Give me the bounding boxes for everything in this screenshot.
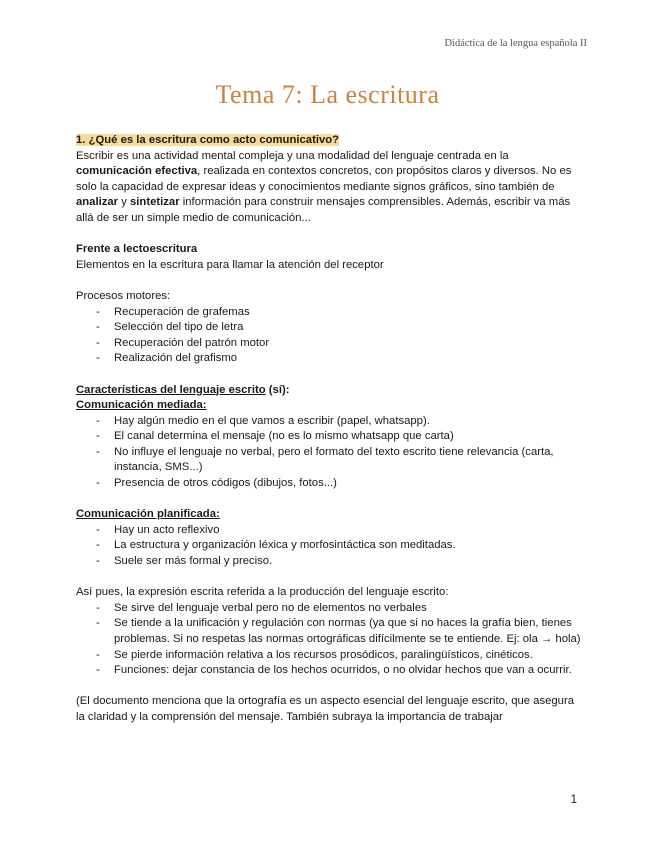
- intro-text: Escribir es una actividad mental compleja y una modalidad del lenguaje centrada en la: [76, 149, 509, 162]
- expresion-list: [76, 601, 582, 679]
- lectoescritura-heading: Frente a lectoescritura: [76, 243, 198, 256]
- intro-bold: analizar: [76, 196, 119, 209]
- list-item: - Presencia de otros códigos (dibujos, fotos...): [76, 476, 582, 492]
- planificada-list: [76, 523, 582, 570]
- closing-paragraph: (El documento menciona que la ortografía es un aspecto esencial del lenguaje escrito, que asegura la claridad y la comprensión del mensaje. También subraya la importancia de trabajar: [76, 695, 575, 723]
- planificada-heading: Comunicación planificada:: [76, 508, 220, 521]
- page-title: Tema 7: La escritura: [215, 80, 440, 109]
- caracteristicas-heading: [76, 383, 582, 399]
- list-item: - Se pierde información relativa a los recursos prosódicos, paralingüísticos, cinéticos.: [76, 648, 582, 664]
- list-item: - El canal determina el mensaje (no es lo mismo whatsapp que carta): [76, 429, 582, 445]
- intro-paragraph: [76, 149, 582, 227]
- procesos-list: [76, 305, 582, 367]
- document-body: [76, 133, 582, 726]
- intro-text: , realizada en contextos concretos, con propósitos claros y diversos. No es solo la capacidad de expresar ideas y conocimientos mediante signos gráficos, sino también de: [76, 165, 572, 193]
- intro-bold: sintetizar: [130, 196, 180, 209]
- list-item: - Funciones: dejar constancia de los hechos ocurridos, o no olvidar hechos que van a ocurrir.: [76, 663, 582, 679]
- highlighted-heading: 1. ¿Qué es la escritura como acto comunicativo?: [76, 134, 340, 146]
- mediada-heading: Comunicación mediada:: [76, 399, 207, 412]
- list-item: - Hay algún medio en el que vamos a escribir (papel, whatsapp).: [76, 414, 582, 430]
- running-header: Didáctica de la lengua española II: [444, 38, 587, 49]
- page-number: 1: [570, 794, 577, 806]
- caracteristicas-title: Características del lenguaje escrito: [76, 383, 266, 396]
- list-item: - La estructura y organización léxica y morfosintáctica son meditadas.: [76, 538, 582, 554]
- list-item: - Recuperación del patrón motor: [76, 336, 582, 352]
- list-item: - Hay un acto reflexivo: [76, 523, 582, 539]
- mediada-list: [76, 414, 582, 492]
- list-item: - No influye el lenguaje no verbal, pero el formato del texto escrito tiene relevancia (carta, instancia, SMS...): [76, 445, 582, 476]
- list-item: - Realización del grafismo: [76, 351, 582, 367]
- section-heading: [76, 133, 582, 149]
- procesos-label: Procesos motores:: [76, 289, 171, 302]
- intro-bold: comunicación efectiva: [76, 165, 198, 178]
- intro-text: y: [118, 196, 131, 209]
- list-item: - Recuperación de grafemas: [76, 305, 582, 321]
- list-item: - Suele ser más formal y preciso.: [76, 554, 582, 570]
- lectoescritura-text: Elementos en la escritura para llamar la atención del receptor: [76, 258, 384, 271]
- list-item: - Se tiende a la unificación y regulación con normas (ya que si no haces la grafía bien, tienes problemas. Si no respetas las normas ortográficas difícilmente se te entiende. Ej: ola → hola): [76, 616, 582, 647]
- list-item: - Selección del tipo de letra: [76, 320, 582, 336]
- caracteristicas-suffix: (sí):: [265, 383, 290, 396]
- list-item: - Se sirve del lenguaje verbal pero no de elementos no verbales: [76, 601, 582, 617]
- expresion-intro: Así pues, la expresión escrita referida a la producción del lenguaje escrito:: [76, 586, 449, 599]
- intro-text: información para construir mensajes comprensibles. Además, escribir va más allá de ser un simple medio de comunicación...: [76, 196, 571, 224]
